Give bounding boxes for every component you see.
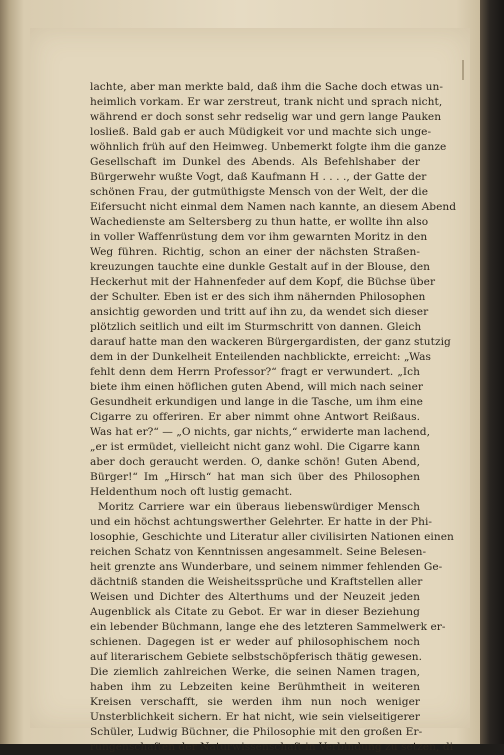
text-line: Bürger!“ Im „Hirsch“ hat man sich über des Philosophen: [90, 471, 420, 483]
text-line: Schüler, Ludwig Büchner, die Philosophie mit den großen Er-: [90, 726, 423, 738]
text-line: Gesundheit erkundigen und lange in die Tasche, um ihm eine: [90, 396, 423, 408]
text-line: „er ist ermüdet, vielleicht nicht ganz wohl. Die Cigarre kann: [90, 441, 420, 453]
text-line: kreuzungen tauchte eine dunkle Gestalt auf in der Blouse, den: [90, 261, 431, 273]
text-line: reichen Schatz von Kenntnissen angesammelt. Seine Belesen-: [90, 546, 427, 558]
text-line: Weg führen. Richtig, schon an einer der nächsten Straßen-: [90, 246, 420, 258]
text-line: heit grenzte ans Wunderbare, und seinem nimmer fehlenden Ge-: [90, 561, 443, 573]
text-line-paragraph-end: Heldenthum noch oft lustig gemacht.: [90, 486, 293, 498]
text-line: schienen. Dagegen ist er weder auf philosophischem noch: [90, 636, 420, 648]
text-line: heimlich vorkam. Er war zerstreut, trank nicht und sprach nicht,: [90, 96, 443, 108]
text-line: der Schulter. Eben ist er des sich ihm nähernden Philosophen: [90, 291, 426, 303]
text-line: Was hat er?“ — „O nichts, gar nichts,“ erwiderte man lachend,: [90, 426, 430, 438]
text-line: dächtniß standen die Weisheitssprüche und Kraftstellen aller: [90, 576, 423, 588]
text-line: Gesellschaft im Dunkel des Abends. Als Befehlshaber der: [90, 156, 420, 168]
text-line: haben ihm zu Lebzeiten keine Berühmtheit in weiteren: [90, 681, 420, 693]
text-line: dem in der Dunkelheit Enteilenden nachblickte, erreicht: „Was: [90, 351, 431, 363]
text-line: Augenblick als Citate zu Gebot. Er war in dieser Beziehung: [90, 606, 420, 618]
book-page-edge: [480, 0, 504, 744]
text-line: rungenschaften der Naturwissenschaft in Verbindung zu setzen, di: [90, 741, 454, 753]
text-line: aber doch geraucht werden. O, danke schön! Guten Abend,: [90, 456, 420, 468]
text-line: Die ziemlich zahlreichen Werke, die seinen Namen tragen,: [90, 666, 420, 678]
text-line: Kreisen verschafft, sie werden ihm nun noch weniger: [90, 696, 420, 708]
text-line: losophie, Geschichte und Literatur aller civilisirten Nationen einen: [90, 531, 454, 543]
text-line: ein lebender Büchmann, lange ehe des letzteren Sammelwerk er-: [90, 621, 446, 633]
text-line: Bürgerwehr wußte Vogt, daß Kaufmann H . . . ., der Gatte der: [90, 171, 427, 183]
text-line-paragraph-start: Moritz Carriere war ein überaus liebenswürdiger Mensch: [98, 501, 420, 513]
text-line: losließ. Bald gab er auch Müdigkeit vor und machte sich unge-: [90, 126, 432, 138]
text-line: darauf hatte man den wackeren Bürgergardisten, der ganz stutzig: [90, 336, 451, 348]
text-line: ansichtig geworden und tritt auf ihn zu, da wendet sich dieser: [90, 306, 429, 318]
text-line: schönen Frau, der gutmüthigste Mensch von der Welt, der die: [90, 186, 429, 198]
text-line: lachte, aber man merkte bald, daß ihm die Sache doch etwas un-: [90, 81, 444, 93]
text-line: während er doch sonst sehr redselig war und gern lange Pauken: [90, 111, 442, 123]
text-line: Wachedienste am Seltersberg zu thun hatte, er wollte ihn also: [90, 216, 429, 228]
body-text: [90, 80, 457, 755]
text-line: Unsterblichkeit sichern. Er hat nicht, wie sein vielseitigerer: [90, 711, 420, 723]
text-line: auf literarischem Gebiete selbstschöpferisch thätig gewesen.: [90, 651, 423, 663]
text-line: in voller Waffenrüstung dem vor ihm gewarnten Moritz in den: [90, 231, 428, 243]
text-line: Weisen und Dichter des Alterthums und der Neuzeit jeden: [90, 591, 420, 603]
margin-mark: [462, 60, 464, 80]
text-line: Heckerhut mit der Hahnenfeder auf dem Kopf, die Büchse über: [90, 276, 436, 288]
text-line: Cigarre zu offeriren. Er aber nimmt ohne Antwort Reißaus.: [90, 411, 420, 423]
text-line: wöhnlich früh auf den Heimweg. Unbemerkt folgte ihm die ganze: [90, 141, 447, 153]
text-line: Eifersucht nicht einmal dem Namen nach kannte, an diesem Abend: [90, 201, 457, 213]
text-line: und ein höchst achtungswerther Gelehrter. Er hatte in der Phi-: [90, 516, 433, 528]
text-line: fehlt denn dem Herrn Professor?“ fragt er verwundert. „Ich: [90, 366, 420, 378]
text-line: biete ihm einen höflichen guten Abend, will mich nach seiner: [90, 381, 424, 393]
text-line: plötzlich seitlich und eilt im Sturmschritt von dannen. Gleich: [90, 321, 422, 333]
